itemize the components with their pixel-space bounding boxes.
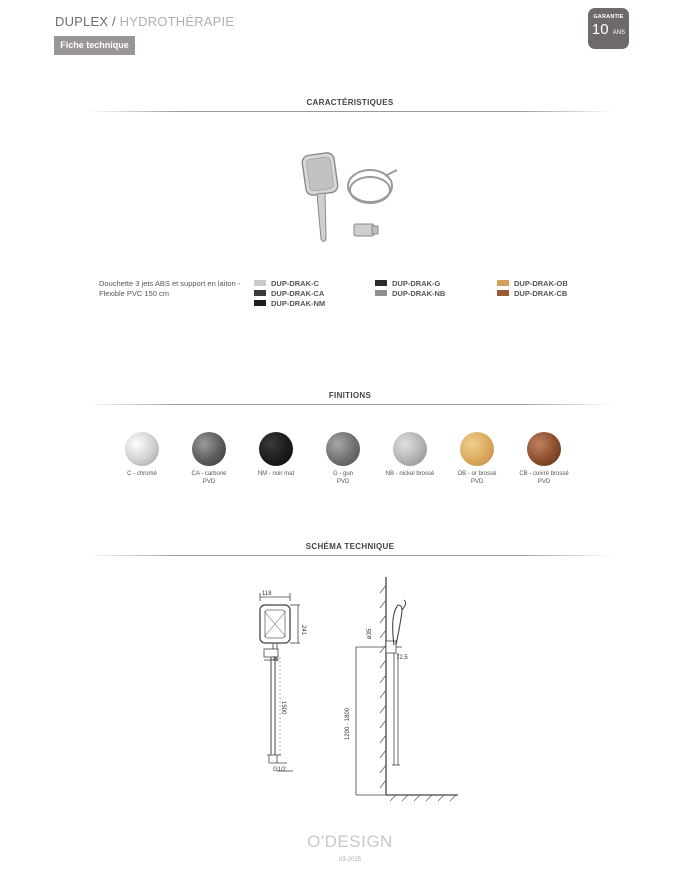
section-divider	[86, 111, 614, 112]
finish-swatch	[393, 432, 427, 466]
title-separator: /	[112, 14, 116, 29]
finish-label: G - gun	[332, 471, 353, 477]
dimension-heights: 1200 · 1800	[345, 707, 351, 740]
finish-noir-mat	[240, 432, 312, 479]
reference-code: DUP-DRAK-NB	[392, 289, 446, 298]
document-date: 03-2025	[338, 857, 362, 863]
reference-item	[375, 279, 445, 289]
reference-column-1	[254, 279, 325, 309]
color-swatch	[254, 290, 266, 296]
dimension-offset: 72.5	[396, 655, 408, 661]
reference-item	[254, 299, 325, 309]
finish-label: NM - noir mat	[257, 471, 295, 477]
page-title	[55, 14, 234, 29]
reference-item	[254, 279, 325, 289]
reference-code: DUP-DRAK-OB	[514, 279, 568, 288]
finish-swatch	[527, 432, 561, 466]
product-name: DUPLEX	[55, 14, 109, 29]
finish-nickel-brosse	[374, 432, 446, 479]
finish-carbone	[173, 432, 245, 486]
technical-drawing	[240, 575, 480, 805]
finish-swatch	[192, 432, 226, 466]
reference-item	[497, 279, 568, 289]
reference-code: DUP-DRAK-CA	[271, 289, 325, 298]
dimension-support: 76	[272, 657, 279, 663]
dimension-head: 241	[300, 625, 306, 636]
finish-sublabel: PVD	[470, 478, 484, 485]
warranty-label: GARANTIE	[593, 14, 624, 20]
finish-label: NB - nickel brossé	[385, 471, 435, 477]
finish-label: CB - cuivré brossé	[519, 471, 569, 477]
color-swatch	[375, 280, 387, 286]
finish-sublabel: PVD	[537, 478, 551, 485]
finish-swatch	[326, 432, 360, 466]
hose-icon	[348, 170, 397, 203]
product-image	[290, 148, 410, 248]
finish-swatch	[125, 432, 159, 466]
section-divider	[86, 555, 614, 556]
warranty-years: 10	[591, 21, 609, 38]
warranty-unit: ANS	[612, 30, 626, 36]
section-title-characteristics: CARACTÉRISTIQUES	[306, 98, 394, 107]
section-title-schema: SCHÉMA TECHNIQUE	[305, 542, 395, 551]
section-divider	[86, 404, 614, 405]
finish-gun	[307, 432, 379, 486]
reference-code: DUP-DRAK-NM	[271, 299, 326, 308]
color-swatch	[375, 290, 387, 296]
product-category: HYDROTHÉRAPIE	[119, 14, 235, 29]
color-swatch	[254, 300, 266, 306]
hand-shower-icon	[301, 152, 338, 242]
finish-label: C - chromé	[127, 471, 157, 477]
dimension-width: 118	[262, 591, 272, 597]
reference-code: DUP-DRAK-G	[392, 279, 441, 288]
warranty-badge	[588, 8, 629, 49]
finish-swatch	[460, 432, 494, 466]
reference-item	[497, 289, 568, 299]
reference-column-3	[497, 279, 568, 299]
color-swatch	[497, 290, 509, 296]
document-type-badge: Fiche technique	[54, 36, 135, 55]
warranty-duration	[588, 22, 629, 41]
reference-column-2	[375, 279, 445, 299]
brand-logo: O'DESIGN	[307, 832, 393, 851]
finish-swatch	[259, 432, 293, 466]
finish-sublabel: PVD	[336, 478, 350, 485]
section-title-finishes: FINITIONS	[328, 391, 372, 400]
finish-label: OB - or brossé	[457, 471, 497, 477]
dimension-thread: G1/2	[273, 767, 287, 773]
wall-support-icon	[354, 224, 378, 236]
color-swatch	[497, 280, 509, 286]
dimension-diameter: ø35	[367, 628, 373, 639]
reference-item	[254, 289, 325, 299]
reference-item	[375, 289, 445, 299]
product-description: Douchette 3 jets ABS et support en laiton - Flexible PVC 150 cm	[99, 279, 241, 298]
color-swatch	[254, 280, 266, 286]
side-view	[356, 577, 458, 801]
front-view	[260, 593, 300, 771]
finish-sublabel: PVD	[202, 478, 216, 485]
finish-chrome	[106, 432, 178, 479]
finish-cuivre-brosse	[508, 432, 580, 486]
finish-label: CA - carbone	[191, 471, 227, 477]
reference-code: DUP-DRAK-CB	[514, 289, 568, 298]
dimension-hose: 1500	[280, 701, 286, 715]
finish-or-brosse	[441, 432, 513, 486]
reference-code: DUP-DRAK-C	[271, 279, 319, 288]
